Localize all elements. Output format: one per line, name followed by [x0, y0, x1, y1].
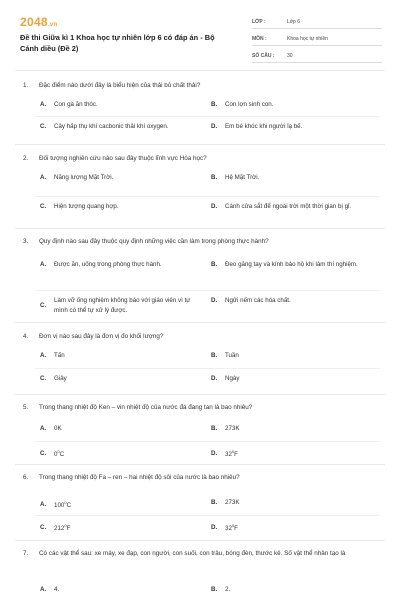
degree-mark: 0: [64, 523, 67, 528]
option-text: 0K: [54, 425, 62, 432]
option-text: Đeo găng tay và kính bảo hộ khi làm thí nghiệm.: [225, 261, 358, 268]
degree-mark: 0: [64, 500, 67, 505]
answer-option[interactable]: [40, 351, 200, 361]
option-letter: A.: [40, 101, 47, 108]
answer-option[interactable]: [40, 447, 200, 460]
answer-option[interactable]: [211, 585, 376, 595]
option-text: $0^0C$: [54, 449, 65, 459]
option-letter: B.: [211, 101, 218, 108]
option-divider: [35, 515, 380, 516]
option-letter: B.: [211, 586, 218, 593]
meta-value: Khoa học tự nhiên: [287, 36, 328, 42]
option-text: Em bé khóc khi người lạ bế.: [225, 123, 303, 130]
answer-option[interactable]: [211, 260, 376, 270]
meta-value: Lớp 6: [287, 19, 301, 25]
page-header: [0, 0, 400, 64]
question-text: [23, 332, 378, 342]
site-logo[interactable]: [20, 15, 57, 29]
option-text: Con gà ăn thóc.: [54, 101, 98, 108]
question-divider: [15, 228, 385, 229]
option-text: Được ăn, uống trong phòng thực hành.: [54, 261, 162, 268]
answer-option[interactable]: [40, 424, 200, 434]
option-text: $212^0F$: [54, 523, 71, 533]
answer-option[interactable]: [211, 498, 376, 508]
answer-option[interactable]: [211, 424, 376, 434]
question-number: 6.: [23, 474, 29, 481]
option-text: Giây: [54, 375, 67, 382]
question-divider: [15, 540, 385, 541]
option-letter: C.: [40, 523, 47, 531]
option-letter: B.: [211, 174, 218, 181]
option-text: 273K: [225, 499, 240, 506]
option-letter: C.: [40, 301, 47, 309]
option-letter: C.: [40, 123, 47, 130]
answer-option[interactable]: [40, 498, 200, 511]
answer-option[interactable]: [40, 122, 200, 132]
option-text: Làm vỡ ống nghiệm không báo với giáo viên vì tự mình có thể tự xử lý được.: [54, 297, 191, 314]
question-text: [23, 549, 378, 559]
meta-key: SỐ CÂU :: [252, 53, 275, 59]
option-text: Năng lượng Mặt Trời.: [54, 174, 114, 181]
answer-option[interactable]: [211, 122, 376, 132]
meta-value: 30: [287, 53, 293, 59]
option-divider: [35, 441, 380, 442]
option-text: Cây hấp thụ khí cacbonic thải khí oxygen.: [54, 123, 169, 130]
page-title: Đề thi Giữa kì 1 Khoa học tự nhiên lớp 6 có đáp án - Bộ Cánh diều (Đề 2): [20, 33, 215, 53]
option-letter: D.: [211, 203, 218, 210]
question-stem: Đơn vị nào sau đây là đơn vị đo khối lượng?: [39, 333, 164, 340]
question-divider: [15, 394, 385, 395]
question-number: 3.: [23, 238, 29, 245]
question-divider: [15, 144, 385, 145]
question-number: 5.: [23, 404, 29, 411]
option-text: 273K: [225, 425, 240, 432]
option-letter: A.: [40, 425, 47, 432]
logo-suffix: .vn: [47, 22, 58, 28]
question-text: [23, 403, 378, 413]
option-text: Con lợn sinh con.: [225, 101, 274, 108]
answer-option[interactable]: [40, 100, 200, 110]
answer-option[interactable]: [211, 374, 376, 384]
meta-row-subject: [252, 31, 382, 46]
option-letter: B.: [211, 352, 218, 359]
question-number: 7.: [23, 550, 29, 557]
option-letter: C.: [40, 375, 47, 382]
option-text: Cánh cửa sắt để ngoài trời một thời gian bị gỉ.: [225, 203, 352, 210]
answer-option[interactable]: [211, 447, 376, 460]
option-letter: D.: [211, 449, 218, 457]
answer-option[interactable]: [40, 374, 200, 384]
degree-mark: 0: [231, 449, 235, 454]
meta-row-grade: [252, 14, 382, 29]
answer-option[interactable]: [211, 521, 376, 534]
question-stem: Quy định nào sau đây thuộc quy định những việc cần làm trong phòng thực hành?: [39, 238, 269, 245]
question-stem: Đặc điểm nào dưới đây là biểu hiện của thải bỏ chất thải?: [39, 82, 201, 89]
option-text: Hiện tượng quang hợp.: [54, 203, 119, 210]
option-text: Hệ Mặt Trời.: [225, 174, 260, 181]
question-number: 4.: [23, 333, 29, 340]
question-stem: Đối tượng nghiên cứu nào sau đây thuộc lĩnh vực Hóa học?: [39, 155, 207, 162]
option-letter: C.: [40, 449, 47, 457]
answer-option[interactable]: [211, 173, 376, 183]
question-divider: [15, 464, 385, 465]
option-letter: A.: [40, 500, 47, 508]
option-text: $100^0C$: [54, 500, 72, 510]
option-letter: D.: [211, 123, 218, 130]
answer-option[interactable]: [211, 100, 376, 110]
option-letter: D.: [211, 375, 218, 382]
option-divider: [35, 290, 380, 291]
option-letter: D.: [211, 523, 218, 531]
option-text: Ngày: [225, 375, 240, 382]
question-stem: Trong thang nhiệt độ Ken – vin nhiệt độ của nước đá đang tan là bao nhiêu?: [39, 404, 253, 411]
answer-option[interactable]: [40, 202, 200, 212]
answer-option[interactable]: [40, 260, 200, 270]
option-text: 4.: [54, 586, 60, 593]
question-number: 2.: [23, 155, 29, 162]
option-letter: D.: [211, 297, 218, 304]
degree-mark: 0: [57, 449, 60, 454]
answer-option[interactable]: [40, 296, 200, 315]
option-text: $32^0F$: [225, 449, 238, 459]
option-letter: B.: [211, 499, 218, 506]
answer-option[interactable]: [40, 173, 200, 183]
exam-meta: [252, 14, 382, 65]
logo-text: 2048: [20, 15, 48, 29]
question-number: 1.: [23, 82, 29, 89]
question-text: [23, 154, 378, 164]
option-text: Tấn: [54, 352, 65, 359]
question-stem: Trong thang nhiệt độ Fa – ren – hai nhiệt độ sôi của nước là bao nhiêu?: [39, 474, 240, 481]
question-divider: [15, 322, 385, 323]
option-divider: [35, 196, 380, 197]
question-text: [23, 237, 378, 247]
answer-option[interactable]: [211, 202, 376, 212]
option-letter: A.: [40, 586, 47, 593]
option-letter: A.: [40, 261, 47, 268]
option-text: $32^0F$: [225, 523, 238, 533]
meta-key: LỚP :: [252, 19, 266, 25]
option-text: 2.: [225, 586, 231, 593]
question-text: [23, 81, 378, 91]
question-text: [23, 473, 378, 483]
answer-option[interactable]: [40, 521, 200, 534]
answer-option[interactable]: [211, 351, 376, 361]
question-stem: Có các vật thể sau: xe máy, xe đạp, con người, con suối, con trâu, bóng đèn, thước kẻ. Số vật thể nhân tạo là: [39, 550, 346, 557]
option-letter: A.: [40, 174, 47, 181]
option-letter: B.: [211, 425, 218, 432]
option-letter: B.: [211, 261, 218, 268]
meta-row-count: [252, 48, 382, 63]
answer-option[interactable]: [211, 296, 376, 306]
option-letter: C.: [40, 203, 47, 210]
option-text: Tuần: [225, 352, 239, 359]
option-text: Ngửi nếm các hóa chất.: [225, 297, 291, 304]
meta-key: MÔN :: [252, 36, 267, 42]
option-divider: [35, 368, 380, 369]
option-letter: A.: [40, 352, 47, 359]
degree-mark: 0: [231, 523, 235, 528]
option-divider: [35, 116, 380, 117]
header-divider: [15, 70, 385, 71]
answer-option[interactable]: [40, 585, 200, 595]
